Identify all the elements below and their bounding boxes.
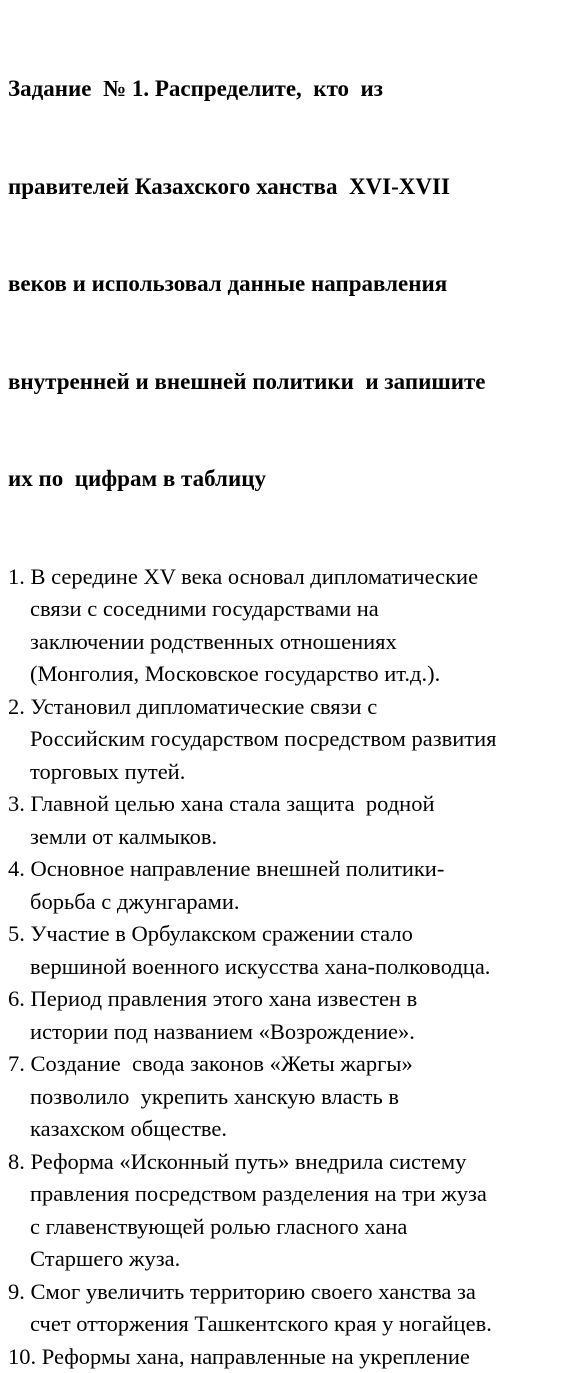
- list-item-first-line: [8, 561, 576, 594]
- task-heading-line: внутренней и внешней политики и запишите: [8, 366, 576, 399]
- list-item-line: казахском обществе.: [8, 1113, 576, 1146]
- list-item-line: (Монголия, Московское государство ит.д.).: [8, 658, 576, 691]
- list-item-line: правления посредством разделения на три жуза: [8, 1178, 576, 1211]
- list-item-number: 3.: [8, 791, 25, 816]
- list-item-line: позволило укрепить ханскую власть в: [8, 1081, 576, 1114]
- list-item-text: Создание свода законов «Жеты жаргы»: [31, 1051, 413, 1076]
- list-item-first-line: [8, 983, 576, 1016]
- list-item-text: Главной целью хана стала защита родной: [31, 791, 435, 816]
- list-item: [8, 1048, 576, 1146]
- list-item-number: 1.: [8, 564, 25, 589]
- list-item-text: Основное направление внешней политики-: [31, 856, 445, 881]
- list-item: [8, 1146, 576, 1276]
- list-item-first-line: [8, 918, 576, 951]
- list-item-first-line: [8, 1341, 576, 1373]
- list-item-number: 6.: [8, 986, 25, 1011]
- task-heading-line: правителей Казахского ханства XVI-XVII: [8, 171, 576, 204]
- list-item: [8, 561, 576, 691]
- list-item-text: Участие в Орбулакском сражении стало: [31, 921, 413, 946]
- task-heading-line: Задание № 1. Распределите, кто из: [8, 73, 576, 106]
- list-item-text: Смог увеличить территорию своего ханства за: [31, 1279, 476, 1304]
- list-item: [8, 1276, 576, 1341]
- list-item-number: 8.: [8, 1149, 25, 1174]
- list-item-line: заключении родственных отношениях: [8, 626, 576, 659]
- list-item-line: борьба с джунгарами.: [8, 886, 576, 919]
- list-item-first-line: [8, 1146, 576, 1179]
- list-item-line: с главенствующей ролью гласного хана: [8, 1211, 576, 1244]
- list-item-text: Установил дипломатические связи с: [31, 694, 378, 719]
- list-item-line: счет отторжения Ташкентского края у ногайцев.: [8, 1308, 576, 1341]
- list-item-line: вершиной военного искусства хана-полководца.: [8, 951, 576, 984]
- list-item-text: Период правления этого хана известен в: [31, 986, 418, 1011]
- list-item-line: Старшего жуза.: [8, 1243, 576, 1276]
- task-heading-line: веков и использовал данные направления: [8, 268, 576, 301]
- task-heading: [8, 8, 576, 561]
- numbered-list: [8, 561, 576, 1373]
- list-item-text: В середине XV века основал дипломатические: [31, 564, 479, 589]
- list-item-number: 10.: [8, 1344, 36, 1369]
- list-item: [8, 918, 576, 983]
- list-item-number: 4.: [8, 856, 25, 881]
- list-item-line: связи с соседними государствами на: [8, 593, 576, 626]
- list-item-line: истории под названием «Возрождение».: [8, 1016, 576, 1049]
- list-item-line: земли от калмыков.: [8, 821, 576, 854]
- list-item-first-line: [8, 853, 576, 886]
- list-item-first-line: [8, 691, 576, 724]
- list-item: [8, 788, 576, 853]
- list-item-text: Реформа «Исконный путь» внедрила систему: [31, 1149, 467, 1174]
- list-item: [8, 853, 576, 918]
- list-item-line: Российским государством посредством развития: [8, 723, 576, 756]
- list-item-text: Реформы хана, направленные на укрепление: [42, 1344, 470, 1369]
- list-item-first-line: [8, 1048, 576, 1081]
- list-item-number: 2.: [8, 694, 25, 719]
- list-item-first-line: [8, 788, 576, 821]
- list-item: [8, 1341, 576, 1373]
- list-item-number: 5.: [8, 921, 25, 946]
- list-item-first-line: [8, 1276, 576, 1309]
- list-item: [8, 691, 576, 789]
- list-item-number: 9.: [8, 1279, 25, 1304]
- list-item: [8, 983, 576, 1048]
- list-item-line: торговых путей.: [8, 756, 576, 789]
- list-item-number: 7.: [8, 1051, 25, 1076]
- task-heading-line: их по цифрам в таблицу: [8, 463, 576, 496]
